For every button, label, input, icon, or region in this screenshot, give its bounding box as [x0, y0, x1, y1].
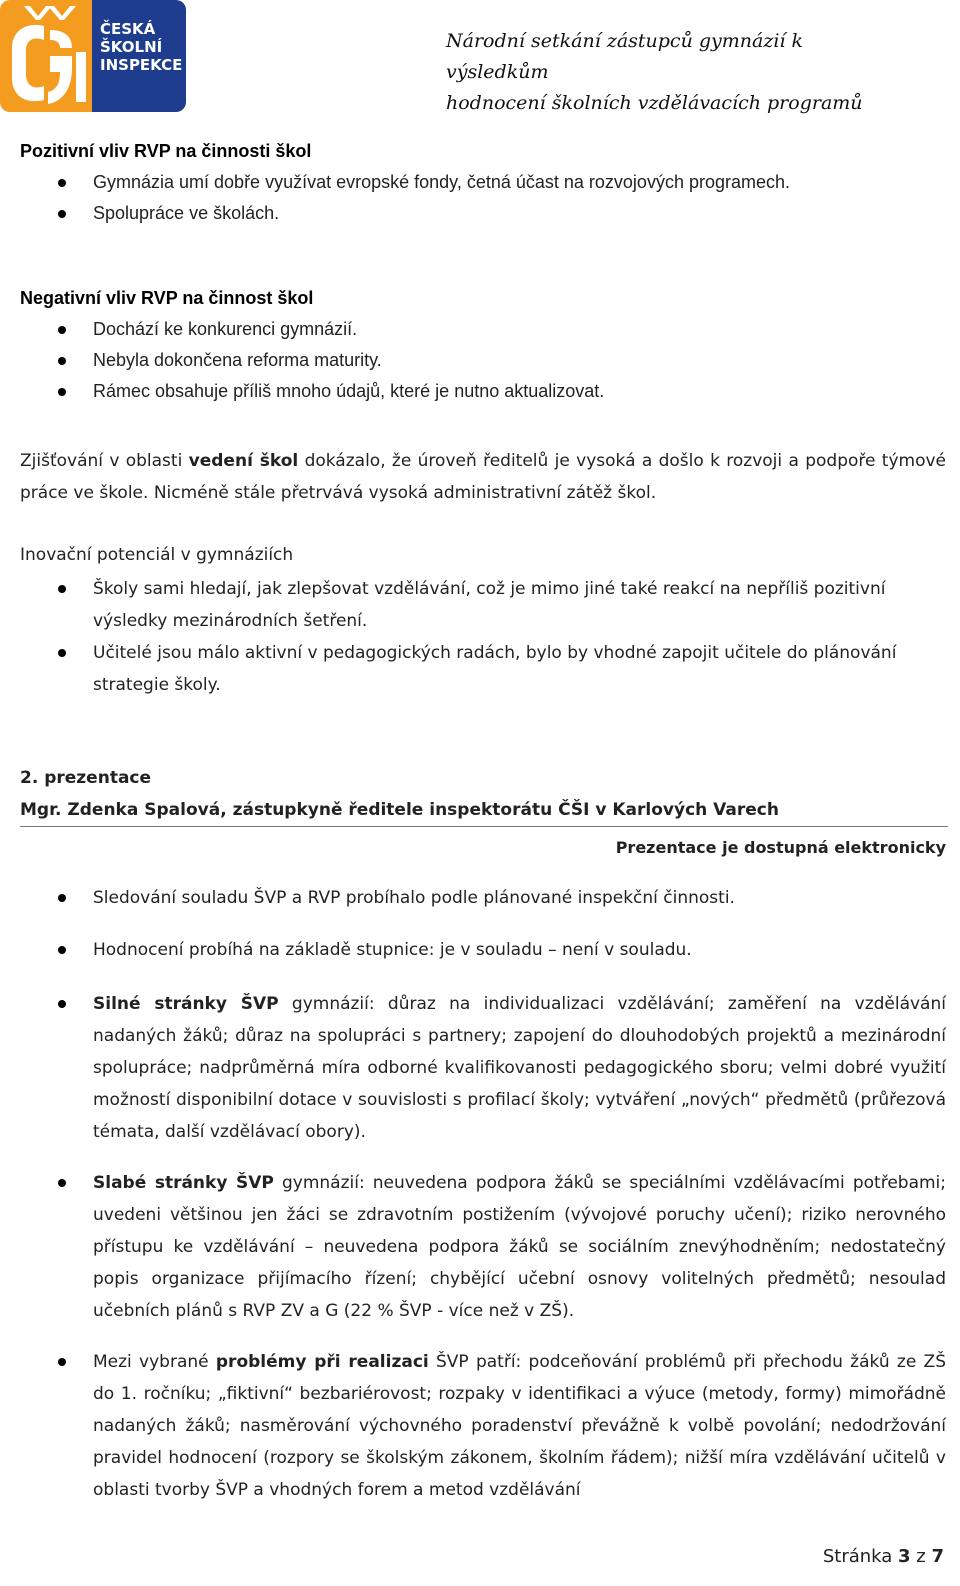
weaknesses-text: gymnázií: neuvedena podpora žáků se speciálními vzdělávacími potřebami; uvedeni většinou jen žáci se zdravotním postižením (vývojové poruchy učení); riziko nerovného přístupu ke vzdělávání – neuvedena podpora žáků se sociálním znevýhodněním; nedostatečný popis organizace přijímacího řízení; chybějící učební osnovy volitelných předmětů; nesoulad učebních plánů s RVP ZV a G (22 % ŠVP - více než v ZŠ).	[93, 1173, 946, 1321]
csi-glyph-icon	[0, 0, 92, 112]
list-item: Školy sami hledají, jak zlepšovat vzdělávání, což je mimo jiné také reakcí na nepříliš pozitivní výsledky mezinárodních šetření.	[20, 573, 946, 637]
header-title-line-2: hodnocení školních vzdělávacích programů	[446, 92, 863, 114]
presentation-list	[20, 882, 946, 914]
bullet-list	[20, 314, 946, 407]
presentation-list	[20, 1346, 946, 1506]
paragraph-text: Zjišťování v oblasti	[20, 451, 189, 471]
availability-note: Prezentace je dostupná elektronicky	[615, 838, 946, 857]
section-negative	[20, 283, 946, 407]
header-title-line-1: Národní setkání zástupců gymnázií k výsledkům	[446, 30, 804, 83]
page-number	[823, 1546, 944, 1567]
bullet-list	[20, 167, 946, 229]
list-item: Učitelé jsou málo aktivní v pedagogických radách, bylo by vhodné zapojit učitele do plánování strategie školy.	[20, 637, 946, 701]
section-positive	[20, 136, 946, 229]
list-item: Spolupráce ve školách.	[20, 198, 946, 229]
page-label: Stránka	[822, 1546, 899, 1567]
strengths-label: Silné stránky ŠVP	[93, 994, 279, 1014]
logo-line-1: ČESKÁ	[100, 20, 156, 38]
csi-logo	[0, 0, 186, 112]
logo-mark	[0, 0, 92, 112]
list-item-problems	[20, 1346, 946, 1506]
header-title	[446, 26, 886, 119]
section-heading: Pozitivní vliv RVP na činnosti škol	[20, 141, 312, 161]
problems-label: problémy při realizaci	[215, 1352, 429, 1372]
weaknesses-label: Slabé stránky ŠVP	[93, 1173, 274, 1193]
list-item: Nebyla dokončena reforma maturity.	[20, 345, 946, 376]
divider	[20, 826, 948, 827]
speaker-name: Zdenka Spalová, zástupkyně ředitele inspektorátu ČŠI v Karlových Varech	[61, 800, 779, 820]
list-item: Dochází ke konkurenci gymnázií.	[20, 314, 946, 345]
problems-prefix: Mezi vybrané	[93, 1352, 216, 1372]
presentation-heading	[20, 762, 946, 826]
problems-text: ŠVP patří: podceňování problémů při přechodu žáků ze ZŠ do 1. ročníku; „fiktivní“ bezbariérovost; rozpaky v identifikaci a výuce (metody, formy) mimořádně nadaných žáků; nasměrování výchovného poradenství převážně k volbě povolání; nedodržování pravidel hodnocení (rozpory se školským zákonem, školním řádem); nižší míra vzdělávání učitelů v oblasti tvorby ŠVP a vhodných forem a metod vzdělávání	[93, 1352, 946, 1500]
presentation-number: 2. prezentace	[20, 768, 152, 788]
logo-line-3: INSPEKCE	[100, 56, 183, 74]
management-paragraph	[20, 445, 946, 509]
speaker-prefix: Mgr.	[20, 800, 62, 820]
presentation-list	[20, 1167, 946, 1327]
strengths-text: gymnázií: důraz na individualizaci vzdělávání; zaměření na vzdělávání nadaných žáků; důraz na spolupráci s partnery; zapojení do dlouhodobých projektů a mezinárodní spolupráce; nadprůměrná míra odborné kvalifikovanosti pedagogického sboru; velmi dobré využití možností disponibilní dotace v souvislosti s profilací školy; vytváření „nových“ předmětů (průřezová témata, další vzdělávací obory).	[93, 994, 946, 1142]
page-sep: z	[910, 1546, 932, 1567]
paragraph-text: dokázalo, že úroveň ředitelů je vysoká a došlo k rozvoji a podpoře týmové práce ve škole. Nicméně stále přetrvává vysoká administrativní zátěž škol.	[20, 451, 947, 503]
logo-line-2: ŠKOLNÍ	[100, 38, 163, 56]
presentation-list	[20, 988, 946, 1148]
presentation-list	[20, 934, 946, 966]
list-item-weaknesses	[20, 1167, 946, 1327]
list-item: Gymnázia umí dobře využívat evropské fondy, četná účast na rozvojových programech.	[20, 167, 946, 198]
page-current: 3	[898, 1546, 911, 1567]
speaker-line	[20, 794, 946, 826]
list-item: Rámec obsahuje příliš mnoho údajů, které je nutno aktualizovat.	[20, 376, 946, 407]
list-item: Sledování souladu ŠVP a RVP probíhalo podle plánované inspekční činnosti.	[20, 882, 946, 914]
list-item: Hodnocení probíhá na základě stupnice: je v souladu – není v souladu.	[20, 934, 946, 966]
bullet-list	[20, 573, 946, 701]
list-item-strengths	[20, 988, 946, 1148]
section-heading: Inovační potenciál v gymnáziích	[20, 545, 294, 565]
section-innovation	[20, 539, 946, 701]
section-heading: Negativní vliv RVP na činnost škol	[20, 288, 314, 308]
page-total: 7	[931, 1546, 944, 1567]
logo-text-box	[92, 0, 186, 112]
paragraph-bold: vedení škol	[188, 451, 299, 471]
